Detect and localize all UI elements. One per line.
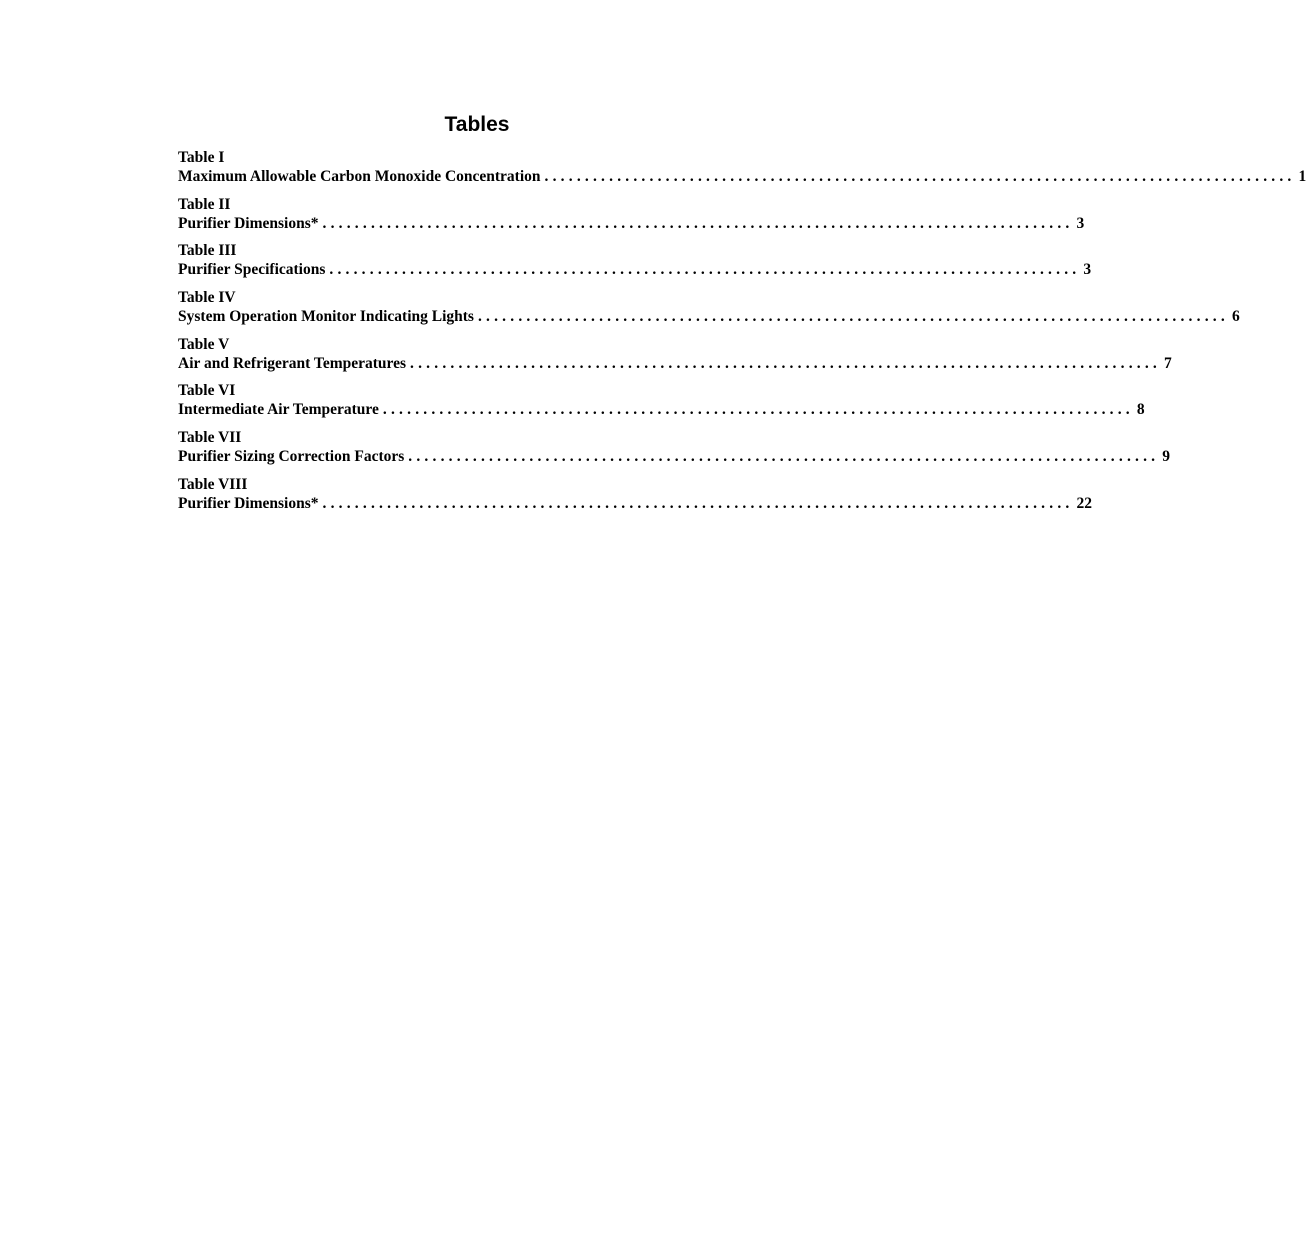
entry-line: [178, 400, 1145, 419]
entry-line: [178, 307, 1240, 326]
dot-leader: .............................................................................................: [322, 214, 1074, 232]
entry-page-number: 3: [1083, 261, 1092, 279]
entry-page-number: 8: [1136, 401, 1145, 419]
entry-page-number: 9: [1162, 448, 1171, 466]
entry-line: [178, 354, 1172, 373]
entry-label: Table IV: [178, 289, 236, 307]
toc-entry-table-2[interactable]: [178, 195, 1085, 242]
entry-label: Table II: [178, 195, 231, 213]
toc-entry-table-5[interactable]: [178, 335, 1172, 382]
toc-entry-table-4[interactable]: [178, 288, 1240, 335]
entry-label: Table III: [178, 242, 237, 260]
toc-entry-table-1[interactable]: [178, 148, 1306, 195]
toc-entry-table-3[interactable]: [178, 241, 1092, 288]
page-title: Tables: [444, 113, 510, 136]
entry-label: Table VIII: [178, 475, 248, 493]
entry-line: [178, 167, 1306, 186]
entry-page-number: 22: [1076, 494, 1092, 512]
dot-leader: .............................................................................................: [382, 401, 1134, 419]
entry-title: Intermediate Air Temperature: [178, 401, 379, 419]
entry-title: Purifier Sizing Correction Factors: [178, 448, 405, 466]
entry-page-number: 1: [1298, 168, 1306, 185]
entry-page-number: 3: [1076, 214, 1085, 232]
entry-title: Air and Refrigerant Temperatures: [178, 354, 407, 372]
dot-leader: .............................................................................................: [544, 168, 1296, 185]
dot-leader: .............................................................................................: [477, 308, 1229, 326]
entry-page-number: 6: [1231, 308, 1240, 326]
entry-label: Table VI: [178, 382, 236, 400]
toc-entry-table-8[interactable]: [178, 475, 1092, 522]
entry-line: [178, 494, 1092, 513]
dot-leader: .............................................................................................: [329, 261, 1081, 279]
entry-title: Purifier Dimensions*: [178, 494, 319, 512]
toc-entry-table-7[interactable]: [178, 428, 1171, 475]
table-list: [178, 148, 1306, 522]
entry-page-number: 7: [1164, 354, 1172, 372]
entry-title: Maximum Allowable Carbon Monoxide Concentration: [178, 168, 541, 185]
dot-leader: .............................................................................................: [408, 448, 1160, 466]
entry-label: Table VII: [178, 429, 242, 447]
entry-title: Purifier Specifications: [178, 261, 326, 279]
entry-label: Table V: [178, 335, 230, 353]
entry-title: Purifier Dimensions*: [178, 214, 319, 232]
entry-line: [178, 447, 1171, 466]
toc-entry-table-6[interactable]: [178, 381, 1145, 428]
dot-leader: .............................................................................................: [410, 354, 1162, 372]
entry-label: Table I: [178, 149, 225, 166]
entry-line: [178, 260, 1092, 279]
entry-line: [178, 214, 1085, 233]
entry-title: System Operation Monitor Indicating Lights: [178, 308, 474, 326]
dot-leader: .............................................................................................: [322, 494, 1074, 512]
